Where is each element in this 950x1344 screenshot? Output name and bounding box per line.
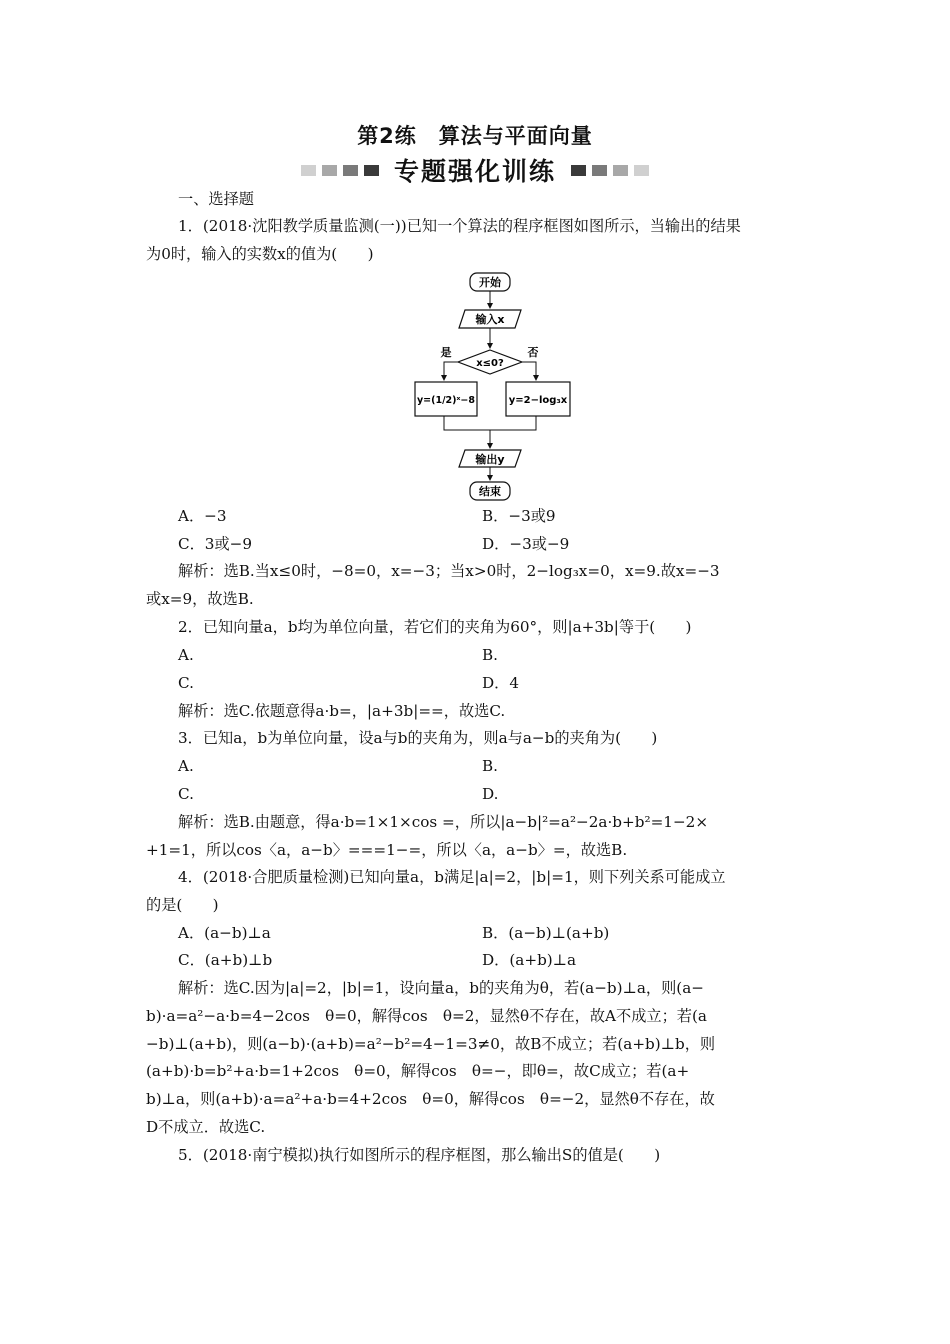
q4-solution-line5: b)⊥a，则(a+b)·a=a²+a·b=4+2cos θ=0，解得cos θ=−2，显然θ不存在，故 <box>146 1090 715 1108</box>
banner-square <box>592 165 607 176</box>
q1-option-c: C．3或−9 <box>178 535 253 553</box>
page-title: 第2练 算法与平面向量 <box>357 124 593 148</box>
q2-option-b: B. <box>482 646 498 664</box>
q2-option-c: C. <box>178 674 194 692</box>
q3-option-c: C. <box>178 785 194 803</box>
q1-stem-line1: 1．(2018·沈阳教学质量监测(一))已知一个算法的程序框图如图所示，当输出的结果 <box>178 217 741 235</box>
q1-solution-line2: 或x=9，故选B. <box>146 590 254 608</box>
q1-flowchart <box>400 268 580 504</box>
q2-solution: 解析：选C.依题意得a·b=，|a+3b|==，故选C. <box>178 702 506 720</box>
q3-option-d: D. <box>482 785 499 803</box>
flow-left-formula: y=(1/2)ˣ−8 <box>416 395 476 406</box>
q1-option-d: D．−3或−9 <box>482 535 570 553</box>
flow-input-label: 输入x <box>475 313 505 326</box>
flow-right-formula: y=2−log₃x <box>508 395 568 406</box>
banner-title: 专题强化训练 <box>393 157 556 186</box>
q4-option-d: D．(a+b)⊥a <box>482 951 577 969</box>
flow-output-label: 输出y <box>475 453 505 466</box>
flow-no-label: 否 <box>527 346 539 359</box>
q1-stem-line2: 为0时，输入的实数x的值为( ) <box>146 245 374 263</box>
banner-square <box>613 165 628 176</box>
banner-square <box>364 165 379 176</box>
q4-solution-line4: (a+b)·b=b²+a·b=1+2cos θ=0，解得cos θ=−，即θ=，故C成立；若(a+ <box>146 1062 690 1080</box>
q4-stem-line2: 的是( ) <box>146 896 219 914</box>
banner-square <box>571 165 586 176</box>
banner-square <box>343 165 358 176</box>
q3-solution-line2: +1=1，所以cos〈a，a−b〉===1−=，所以〈a，a−b〉=，故选B. <box>146 841 628 859</box>
flow-decision-label: x≤0? <box>476 358 504 369</box>
banner-square <box>634 165 649 176</box>
flow-yes-label: 是 <box>440 346 452 359</box>
banner-square <box>322 165 337 176</box>
q3-solution-line1: 解析：选B.由题意，得a·b=1×1×cos =，所以|a−b|²=a²−2a·b+b²=1−2× <box>178 813 709 831</box>
q3-option-a: A. <box>178 757 194 775</box>
q4-solution-line2: b)·a=a²−a·b=4−2cos θ=0，解得cos θ=2，显然θ不存在，故A不成立；若(a <box>146 1007 707 1025</box>
q4-option-a: A．(a−b)⊥a <box>178 924 271 942</box>
q4-option-b: B．(a−b)⊥(a+b) <box>482 924 610 942</box>
q3-option-b: B. <box>482 757 498 775</box>
q4-option-c: C．(a+b)⊥b <box>178 951 273 969</box>
q2-option-a: A. <box>178 646 194 664</box>
q1-solution-line1: 解析：选B.当x≤0时，−8=0，x=−3；当x>0时，2−log₃x=0，x=9.故x=−3 <box>178 562 720 580</box>
banner-square <box>301 165 316 176</box>
flow-start-label: 开始 <box>479 276 501 289</box>
q4-solution-line1: 解析：选C.因为|a|=2，|b|=1，设向量a，b的夹角为θ，若(a−b)⊥a，则(a− <box>178 979 704 997</box>
q5-stem: 5．(2018·南宁模拟)执行如图所示的程序框图，那么输出S的值是( ) <box>178 1146 661 1164</box>
q4-solution-line6: D不成立．故选C. <box>146 1118 266 1136</box>
q2-option-d: D．4 <box>482 674 520 692</box>
q4-stem-line1: 4．(2018·合肥质量检测)已知向量a，b满足|a|=2，|b|=1，则下列关系可能成立 <box>178 868 726 886</box>
q4-solution-line3: −b)⊥(a+b)，则(a−b)·(a+b)=a²−b²=4−1=3≠0，故B不成立；若(a+b)⊥b，则 <box>146 1035 716 1053</box>
q1-option-b: B．−3或9 <box>482 507 556 525</box>
q1-option-a: A．−3 <box>178 507 227 525</box>
flow-end-label: 结束 <box>479 485 501 498</box>
q2-stem: 2．已知向量a，b均为单位向量，若它们的夹角为60°，则|a+3b|等于( ) <box>178 618 692 636</box>
section-banner <box>0 152 950 188</box>
q3-stem: 3．已知a，b为单位向量，设a与b的夹角为，则a与a−b的夹角为( ) <box>178 729 658 747</box>
section-heading: 一、选择题 <box>178 190 254 208</box>
